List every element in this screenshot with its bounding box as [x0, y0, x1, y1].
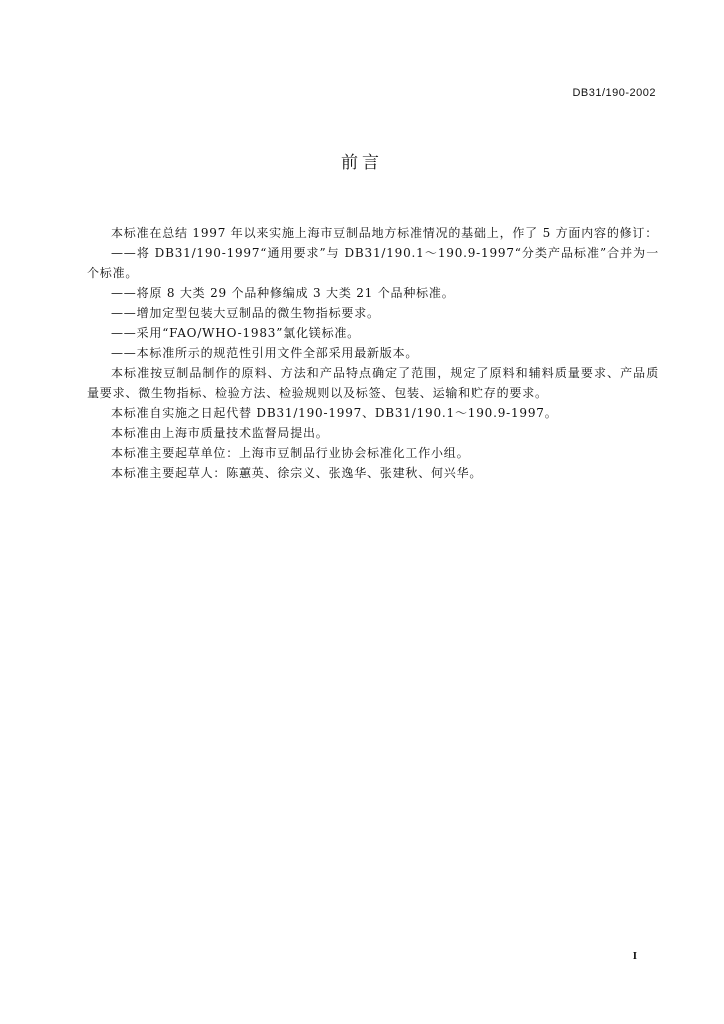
paragraph-drafters: 本标准主要起草人：陈蕙英、徐宗义、张逸华、张建秋、何兴华。 — [111, 466, 483, 480]
paragraph-replaces: 本标准自实施之日起代替 DB31/190-1997、DB31/190.1～190.9-1997。 — [111, 406, 558, 420]
paragraph-drafting-unit: 本标准主要起草单位：上海市豆制品行业协会标准化工作小组。 — [111, 446, 470, 460]
foreword-body — [87, 223, 659, 483]
page-title: 前言 — [341, 153, 383, 173]
page-number: I — [632, 950, 637, 962]
paragraph-proposed-by: 本标准由上海市质量技术监督局提出。 — [111, 426, 329, 440]
paragraph-magnesium-chloride: ——采用“FAO/WHO-1983”氯化镁标准。 — [111, 326, 360, 340]
paragraph-merge-standards: ——将 DB31/190-1997“通用要求”与 DB31/190.1～190.9-1997“分类产品标准”合并为一个标准。 — [87, 246, 659, 280]
paragraph-scope: 本标准按豆制品制作的原料、方法和产品特点确定了范围，规定了原料和辅料质量要求、产品质量要求、微生物指标、检验方法、检验规则以及标签、包装、运输和贮存的要求。 — [87, 366, 659, 400]
document-code: DB31/190-2002 — [572, 87, 656, 99]
paragraph-references: ——本标准所示的规范性引用文件全部采用最新版本。 — [111, 346, 419, 360]
paragraph-reclassify: ——将原 8 大类 29 个品种修编成 3 大类 21 个品种标准。 — [111, 286, 455, 300]
paragraph-revision-summary: 本标准在总结 1997 年以来实施上海市豆制品地方标准情况的基础上，作了 5 方面内容的修订： — [111, 226, 659, 240]
paragraph-microbial: ——增加定型包装大豆制品的微生物指标要求。 — [111, 306, 380, 320]
